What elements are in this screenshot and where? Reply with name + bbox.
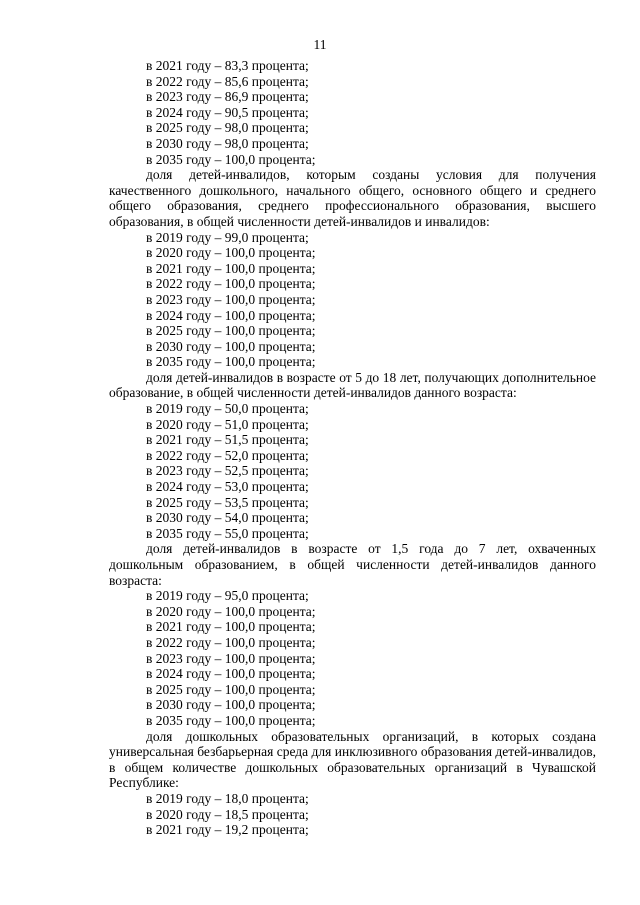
year-value-line: в 2021 году – 83,3 процента; — [146, 58, 309, 73]
year-list — [109, 58, 596, 167]
year-value-line: в 2025 году – 100,0 процента; — [146, 323, 316, 339]
page-number: 11 — [313, 37, 327, 52]
year-value-line: в 2025 году – 100,0 процента; — [146, 681, 316, 697]
year-value-line: в 2019 году – 18,0 процента; — [146, 790, 309, 806]
year-value-line: в 2021 году – 100,0 процента; — [146, 619, 316, 635]
year-value-line: в 2035 году – 55,0 процента; — [146, 525, 309, 541]
year-list — [109, 588, 596, 728]
year-value-line: в 2022 году – 52,0 процента; — [146, 447, 309, 463]
indicator-paragraph: доля детей-инвалидов, которым созданы условия для получения качественного дошкольного, начального общего, основного общего и среднего общего образования, среднего профессионального образования, высшего образования, в общей численности детей-инвалидов и инвалидов: — [109, 167, 596, 229]
year-value-line: в 2035 году – 100,0 процента; — [146, 151, 316, 167]
year-value-line: в 2022 году – 100,0 процента; — [146, 276, 316, 292]
year-value-line: в 2023 году – 100,0 процента; — [146, 650, 316, 666]
year-value-line: в 2030 году – 98,0 процента; — [146, 135, 309, 151]
year-value-line: в 2020 году – 100,0 процента; — [146, 603, 316, 619]
year-value-line: в 2024 году – 53,0 процента; — [146, 479, 309, 495]
year-value-line: в 2024 году – 100,0 процента; — [146, 307, 316, 323]
year-value-line: в 2020 году – 100,0 процента; — [146, 245, 316, 261]
year-value-line: в 2023 году – 52,5 процента; — [146, 463, 309, 479]
year-value-line: в 2021 году – 19,2 процента; — [146, 822, 309, 838]
year-value-line: в 2025 году – 98,0 процента; — [146, 120, 309, 136]
year-value-line: в 2030 году – 100,0 процента; — [146, 697, 316, 713]
year-list — [109, 791, 596, 838]
indicator-paragraph: доля детей-инвалидов в возрасте от 1,5 года до 7 лет, охваченных дошкольным образованием, в общей численности детей-инвалидов данного возраста: — [109, 541, 596, 588]
year-value-line: в 2022 году – 100,0 процента; — [146, 634, 316, 650]
year-value-line: в 2023 году – 86,9 процента; — [146, 89, 309, 105]
indicator-paragraph: доля детей-инвалидов в возрасте от 5 до 18 лет, получающих дополнительное образование, в общей численности детей-инвалидов данного возраста: — [109, 369, 596, 401]
year-value-line: в 2023 году – 100,0 процента; — [146, 291, 316, 307]
year-value-line: в 2024 году – 90,5 процента; — [146, 104, 309, 120]
year-value-line: в 2019 году – 99,0 процента; — [146, 229, 309, 245]
year-value-line: в 2019 году – 95,0 процента; — [146, 588, 309, 604]
year-value-line: в 2035 году – 100,0 процента; — [146, 354, 316, 370]
year-value-line: в 2030 году – 54,0 процента; — [146, 510, 309, 526]
year-value-line: в 2021 году – 51,5 процента; — [146, 432, 309, 448]
year-value-line: в 2030 году – 100,0 процента; — [146, 338, 316, 354]
year-value-line: в 2021 году – 100,0 процента; — [146, 260, 316, 276]
year-value-line: в 2022 году – 85,6 процента; — [146, 73, 309, 89]
indicator-paragraph: доля дошкольных образовательных организаций, в которых создана универсальная безбарьерная среда для инклюзивного образования детей-инвалидов, в общем количестве дошкольных образовательных организаций в Чувашской Республике: — [109, 728, 596, 791]
year-value-line: в 2035 году – 100,0 процента; — [146, 712, 316, 728]
year-value-line: в 2020 году – 18,5 процента; — [146, 806, 309, 822]
year-value-line: в 2025 году – 53,5 процента; — [146, 494, 309, 510]
document-body — [109, 58, 596, 838]
year-list — [109, 230, 596, 370]
year-value-line: в 2024 году – 100,0 процента; — [146, 666, 316, 682]
year-value-line: в 2020 году – 51,0 процента; — [146, 416, 309, 432]
year-value-line: в 2019 году – 50,0 процента; — [146, 401, 309, 417]
year-list — [109, 401, 596, 541]
